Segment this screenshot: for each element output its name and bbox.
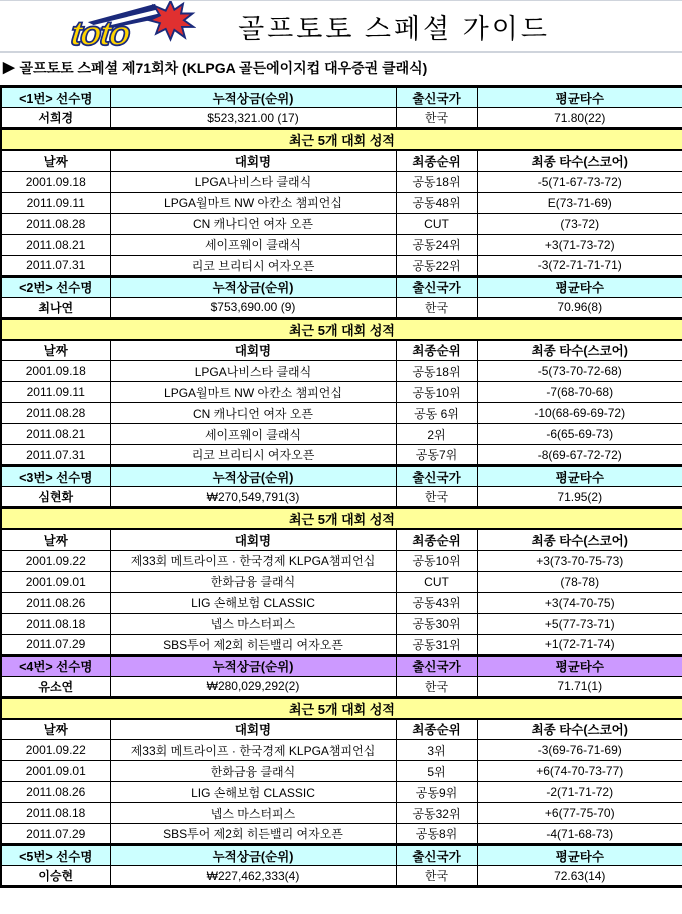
- result-date: 2001.09.22: [1, 550, 110, 571]
- player-name: 최나연: [1, 297, 110, 318]
- results-header-date: 날짜: [1, 529, 110, 550]
- result-rank: 공동10위: [396, 382, 477, 403]
- results-header-score: 최종 타수(스코어): [477, 150, 682, 171]
- result-score: E(73-71-69): [477, 192, 682, 213]
- results-header-row: [1, 719, 682, 740]
- result-rank: 공동18위: [396, 171, 477, 192]
- result-row: [1, 403, 682, 424]
- recent-results-band-label: 최근 5개 대회 성적: [1, 129, 682, 151]
- player-number-label: <3번> 선수명: [1, 466, 110, 487]
- results-header-event: 대회명: [110, 150, 396, 171]
- player-data-row: [1, 487, 682, 508]
- result-score: -8(69-67-72-72): [477, 445, 682, 466]
- player-number-label: <5번> 선수명: [1, 845, 110, 866]
- result-rank: 공동48위: [396, 192, 477, 213]
- result-date: 2011.08.18: [1, 613, 110, 634]
- result-score: +3(74-70-75): [477, 592, 682, 613]
- result-score: (73-72): [477, 213, 682, 234]
- prize-column-header: 누적상금(순위): [110, 466, 396, 487]
- result-date: 2011.08.28: [1, 403, 110, 424]
- results-header-row: [1, 150, 682, 171]
- result-rank: 공동31위: [396, 634, 477, 655]
- result-score: +6(77-75-70): [477, 803, 682, 824]
- result-event: 리코 브리티시 여자오픈: [110, 255, 396, 276]
- result-date: 2011.08.18: [1, 803, 110, 824]
- result-event: LPGA월마트 NW 아칸소 챔피언십: [110, 192, 396, 213]
- result-row: [1, 824, 682, 845]
- result-event: CN 캐나디언 여자 오픈: [110, 213, 396, 234]
- player-prize: ₩280,029,292(2): [110, 676, 396, 697]
- result-event: SBS투어 제2회 히든밸리 여자오픈: [110, 824, 396, 845]
- result-event: 한화금융 클래식: [110, 571, 396, 592]
- recent-results-band: [1, 318, 682, 340]
- player-number-label: <1번> 선수명: [1, 87, 110, 108]
- results-header-row: [1, 529, 682, 550]
- player-prize: ₩270,549,791(3): [110, 487, 396, 508]
- result-date: 2011.08.21: [1, 424, 110, 445]
- player-country: 한국: [396, 297, 477, 318]
- result-score: -6(65-69-73): [477, 424, 682, 445]
- player-name: 유소연: [1, 676, 110, 697]
- result-date: 2001.09.22: [1, 740, 110, 761]
- result-event: LIG 손해보험 CLASSIC: [110, 782, 396, 803]
- result-event: 리코 브리티시 여자오픈: [110, 445, 396, 466]
- result-score: -4(71-68-73): [477, 824, 682, 845]
- player-avg-strokes: 71.95(2): [477, 487, 682, 508]
- arrow-right-icon: ▶: [3, 59, 15, 76]
- country-column-header: 출신국가: [396, 655, 477, 676]
- player-number-label: <2번> 선수명: [1, 276, 110, 297]
- result-score: -3(69-76-71-69): [477, 740, 682, 761]
- result-score: -5(71-67-73-72): [477, 171, 682, 192]
- player-section: [1, 87, 682, 277]
- player-data-row: [1, 676, 682, 697]
- result-event: 세이프웨이 클래식: [110, 234, 396, 255]
- result-rank: 공동30위: [396, 613, 477, 634]
- result-rank: 공동43위: [396, 592, 477, 613]
- results-header-rank: 최종순위: [396, 150, 477, 171]
- prize-column-header: 누적상금(순위): [110, 655, 396, 676]
- result-rank: 2위: [396, 424, 477, 445]
- result-rank: 공동9위: [396, 782, 477, 803]
- result-row: [1, 361, 682, 382]
- player-prize: ₩227,462,333(4): [110, 866, 396, 887]
- result-row: [1, 761, 682, 782]
- round-subtitle-text: 골프토토 스페셜 제71회차 (KLPGA 골든에이지컵 대우증권 클래식): [19, 59, 428, 76]
- result-rank: CUT: [396, 213, 477, 234]
- result-date: 2011.08.26: [1, 782, 110, 803]
- result-score: -7(68-70-68): [477, 382, 682, 403]
- result-row: [1, 213, 682, 234]
- recent-results-band: [1, 129, 682, 151]
- player-country: 한국: [396, 866, 477, 887]
- player-header-row: [1, 845, 682, 866]
- toto-logo-icon: [70, 1, 196, 51]
- result-date: 2001.09.18: [1, 361, 110, 382]
- result-date: 2011.08.26: [1, 592, 110, 613]
- player-country: 한국: [396, 676, 477, 697]
- results-header-row: [1, 340, 682, 361]
- result-date: 2011.07.31: [1, 445, 110, 466]
- results-header-event: 대회명: [110, 529, 396, 550]
- player-section: [1, 845, 682, 887]
- country-column-header: 출신국가: [396, 466, 477, 487]
- result-score: -2(71-71-72): [477, 782, 682, 803]
- player-name: 서희경: [1, 108, 110, 129]
- result-date: 2011.07.29: [1, 634, 110, 655]
- results-header-rank: 최종순위: [396, 340, 477, 361]
- player-data-row: [1, 866, 682, 887]
- result-score: -5(73-70-72-68): [477, 361, 682, 382]
- player-name: 심현화: [1, 487, 110, 508]
- player-avg-strokes: 70.96(8): [477, 297, 682, 318]
- result-score: (78-78): [477, 571, 682, 592]
- result-row: [1, 782, 682, 803]
- player-section: [1, 466, 682, 656]
- result-score: -3(72-71-71-71): [477, 255, 682, 276]
- prize-column-header: 누적상금(순위): [110, 845, 396, 866]
- result-event: 제33회 메트라이프 · 한국경제 KLPGA챔피언십: [110, 740, 396, 761]
- player-country: 한국: [396, 108, 477, 129]
- result-date: 2001.09.18: [1, 171, 110, 192]
- player-name: 이승현: [1, 866, 110, 887]
- results-header-rank: 최종순위: [396, 719, 477, 740]
- result-event: 한화금융 클래식: [110, 761, 396, 782]
- result-rank: 공동24위: [396, 234, 477, 255]
- result-row: [1, 592, 682, 613]
- result-row: [1, 171, 682, 192]
- page-header: [0, 0, 682, 53]
- result-score: +1(72-71-74): [477, 634, 682, 655]
- player-header-row: [1, 276, 682, 297]
- result-score: +3(73-70-75-73): [477, 550, 682, 571]
- result-row: [1, 192, 682, 213]
- result-rank: 공동8위: [396, 824, 477, 845]
- result-event: 제33회 메트라이프 · 한국경제 KLPGA챔피언십: [110, 550, 396, 571]
- round-subtitle: [0, 53, 682, 82]
- result-event: LPGA나비스타 클래식: [110, 171, 396, 192]
- results-header-date: 날짜: [1, 340, 110, 361]
- result-date: 2011.08.21: [1, 234, 110, 255]
- country-column-header: 출신국가: [396, 87, 477, 108]
- recent-results-band-label: 최근 5개 대회 성적: [1, 318, 682, 340]
- logo-star-icon: [149, 1, 193, 39]
- result-row: [1, 424, 682, 445]
- result-row: [1, 445, 682, 466]
- recent-results-band: [1, 508, 682, 530]
- player-avg-strokes: 71.80(22): [477, 108, 682, 129]
- results-header-score: 최종 타수(스코어): [477, 529, 682, 550]
- prize-column-header: 누적상금(순위): [110, 276, 396, 297]
- player-header-row: [1, 466, 682, 487]
- result-rank: 공동7위: [396, 445, 477, 466]
- results-header-rank: 최종순위: [396, 529, 477, 550]
- country-column-header: 출신국가: [396, 276, 477, 297]
- result-date: 2011.07.29: [1, 824, 110, 845]
- result-score: +6(74-70-73-77): [477, 761, 682, 782]
- results-header-date: 날짜: [1, 719, 110, 740]
- recent-results-band-label: 최근 5개 대회 성적: [1, 697, 682, 719]
- toto-logo: [70, 1, 196, 51]
- player-section: [1, 655, 682, 845]
- result-row: [1, 382, 682, 403]
- player-header-row: [1, 87, 682, 108]
- players-guide-table: [0, 85, 682, 888]
- result-row: [1, 613, 682, 634]
- result-date: 2011.09.11: [1, 192, 110, 213]
- result-event: 세이프웨이 클래식: [110, 424, 396, 445]
- result-date: 2011.08.28: [1, 213, 110, 234]
- result-date: 2011.09.11: [1, 382, 110, 403]
- results-header-event: 대회명: [110, 719, 396, 740]
- result-row: [1, 234, 682, 255]
- player-prize: $753,690.00 (9): [110, 297, 396, 318]
- avg-column-header: 평균타수: [477, 845, 682, 866]
- avg-column-header: 평균타수: [477, 276, 682, 297]
- result-score: +5(77-73-71): [477, 613, 682, 634]
- result-rank: 공동32위: [396, 803, 477, 824]
- result-row: [1, 255, 682, 276]
- result-event: 넵스 마스터피스: [110, 613, 396, 634]
- result-row: [1, 634, 682, 655]
- results-header-date: 날짜: [1, 150, 110, 171]
- player-header-row: [1, 655, 682, 676]
- result-rank: 공동 6위: [396, 403, 477, 424]
- result-row: [1, 550, 682, 571]
- result-rank: 5위: [396, 761, 477, 782]
- avg-column-header: 평균타수: [477, 466, 682, 487]
- prize-column-header: 누적상금(순위): [110, 87, 396, 108]
- result-row: [1, 740, 682, 761]
- results-header-score: 최종 타수(스코어): [477, 719, 682, 740]
- logo-text: toto: [70, 15, 131, 51]
- player-section: [1, 276, 682, 466]
- recent-results-band: [1, 697, 682, 719]
- avg-column-header: 평균타수: [477, 655, 682, 676]
- player-data-row: [1, 297, 682, 318]
- result-row: [1, 803, 682, 824]
- recent-results-band-label: 최근 5개 대회 성적: [1, 508, 682, 530]
- results-header-event: 대회명: [110, 340, 396, 361]
- result-rank: CUT: [396, 571, 477, 592]
- result-rank: 공동10위: [396, 550, 477, 571]
- result-date: 2001.09.01: [1, 571, 110, 592]
- country-column-header: 출신국가: [396, 845, 477, 866]
- player-avg-strokes: 72.63(14): [477, 866, 682, 887]
- player-prize: $523,321.00 (17): [110, 108, 396, 129]
- results-header-score: 최종 타수(스코어): [477, 340, 682, 361]
- avg-column-header: 평균타수: [477, 87, 682, 108]
- result-rank: 3위: [396, 740, 477, 761]
- player-country: 한국: [396, 487, 477, 508]
- player-avg-strokes: 71.71(1): [477, 676, 682, 697]
- result-event: 넵스 마스터피스: [110, 803, 396, 824]
- result-score: +3(71-73-72): [477, 234, 682, 255]
- result-rank: 공동22위: [396, 255, 477, 276]
- result-event: CN 캐나디언 여자 오픈: [110, 403, 396, 424]
- player-number-label: <4번> 선수명: [1, 655, 110, 676]
- player-data-row: [1, 108, 682, 129]
- result-score: -10(68-69-69-72): [477, 403, 682, 424]
- result-date: 2011.07.31: [1, 255, 110, 276]
- result-date: 2001.09.01: [1, 761, 110, 782]
- result-event: SBS투어 제2회 히든밸리 여자오픈: [110, 634, 396, 655]
- result-event: LPGA월마트 NW 아칸소 챔피언십: [110, 382, 396, 403]
- result-rank: 공동18위: [396, 361, 477, 382]
- result-event: LPGA나비스타 클래식: [110, 361, 396, 382]
- result-row: [1, 571, 682, 592]
- page-title: 골프토토 스페셜 가이드: [238, 13, 550, 44]
- result-event: LIG 손해보험 CLASSIC: [110, 592, 396, 613]
